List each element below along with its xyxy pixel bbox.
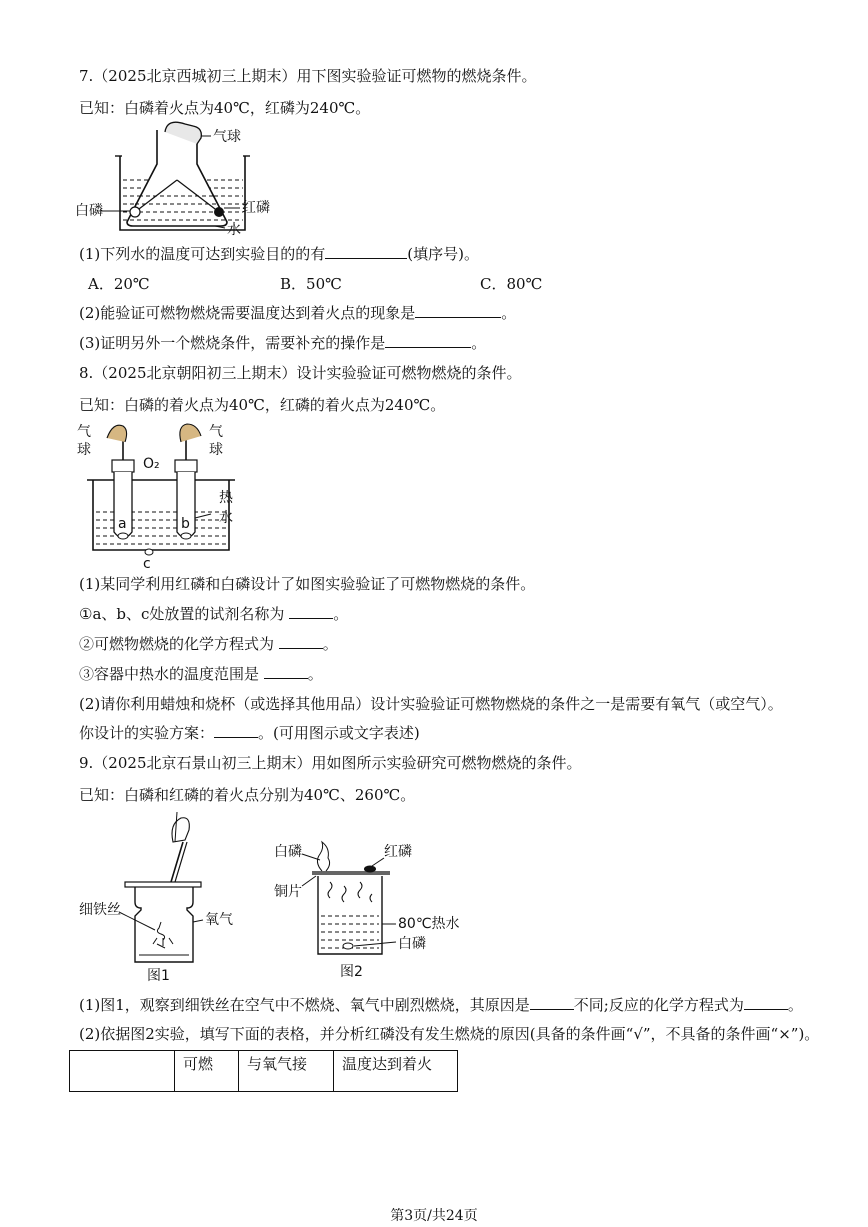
q8-sub1: (1)某同学利用红磷和白磷设计了如图实验验证了可燃物燃烧的条件。 — [79, 575, 536, 593]
q7-sub1-tail: (填序号)。 — [407, 245, 479, 263]
q7-known: 已知：白磷着火点为40℃，红磷为240℃。 — [79, 99, 371, 117]
q7-balloon-label: 气球 — [213, 129, 241, 145]
q8-item3-text: ③容器中热水的温度范围是 — [79, 665, 260, 683]
q8-known: 已知：白磷的着火点为40℃，红磷的着火点为240℃。 — [79, 396, 446, 414]
q8-plan — [79, 723, 420, 743]
q9-known: 已知：白磷和红磷的着火点分别为40℃、260℃。 — [79, 786, 416, 804]
q8-label-c: c — [143, 556, 151, 572]
q9-sub1-tail: 。 — [787, 996, 803, 1014]
table-header-cell: 温度达到着火 — [334, 1051, 458, 1092]
q8-balloon-right-2: 球 — [209, 442, 223, 458]
q9-fig2-red-p-label: 红磷 — [384, 844, 412, 860]
q7-sub2-text: (2)能验证可燃物燃烧需要温度达到着火点的现象是 — [79, 304, 416, 322]
q9-figure-2 — [272, 838, 462, 988]
q7-sub2 — [79, 303, 516, 323]
q8-balloon-left-1: 气 — [77, 424, 91, 440]
q7-title: 7.（2025北京西城初三上期末）用下图实验验证可燃物的燃烧条件。 — [79, 67, 537, 85]
table-row — [70, 1051, 458, 1092]
table-header-cell: 可燃 — [175, 1051, 239, 1092]
q9-figure-1 — [77, 812, 237, 987]
q7-sub1-text: (1)下列水的温度可达到实验目的的有 — [79, 245, 326, 263]
table-header-cell — [70, 1051, 175, 1092]
q9-iron-label: 细铁丝 — [79, 902, 121, 918]
q9-sub1-blank-2[interactable] — [744, 995, 788, 1010]
q7-sub3-blank[interactable] — [385, 333, 471, 348]
q8-o2-label: O₂ — [143, 456, 160, 472]
q9-oxygen-label: 氧气 — [205, 912, 233, 928]
table-header-cell: 与氧气接 — [239, 1051, 334, 1092]
q9-fig2-caption: 图2 — [340, 964, 363, 980]
q9-sub1-text: (1)图1，观察到细铁丝在空气中不燃烧、氧气中剧烈燃烧，其原因是 — [79, 996, 530, 1014]
q8-plan-tail: 。(可用图示或文字表述) — [258, 724, 420, 742]
q8-label-a: a — [118, 516, 127, 532]
q8-figure — [77, 420, 247, 570]
q8-balloon-right-1: 气 — [209, 424, 223, 440]
q8-item3-blank[interactable] — [264, 664, 308, 679]
q7-sub1 — [79, 244, 479, 264]
q7-option-c: C．80℃ — [480, 275, 543, 293]
q8-plan-blank[interactable] — [214, 723, 258, 738]
q7-water-label: 水 — [227, 222, 241, 238]
q9-fig1-caption: 图1 — [147, 968, 170, 984]
q8-label-b: b — [181, 516, 190, 532]
q8-item3-tail: 。 — [307, 665, 323, 683]
q8-hot-water-2: 水 — [219, 510, 233, 526]
q7-sub3-tail: 。 — [471, 334, 487, 352]
q8-item1-blank[interactable] — [289, 604, 333, 619]
q7-figure — [75, 122, 275, 242]
q7-white-p-label: 白磷 — [75, 203, 103, 219]
q8-plan-text: 你设计的实验方案： — [79, 724, 215, 742]
q7-option-b: B．50℃ — [280, 275, 342, 293]
q9-fig2-white-p-label: 白磷 — [274, 844, 302, 860]
q7-sub1-blank[interactable] — [325, 244, 407, 259]
q9-title: 9.（2025北京石景山初三上期末）用如图所示实验研究可燃物燃烧的条件。 — [79, 754, 582, 772]
q9-fig2-hot-water-label: 80℃热水 — [398, 916, 460, 932]
q9-sub1 — [79, 995, 803, 1015]
q9-fig2-white-p2-label: 白磷 — [398, 936, 426, 952]
q8-item1-text: ①a、b、c处放置的试剂名称为 — [79, 605, 285, 623]
q9-fig2-copper-label: 铜片 — [274, 884, 302, 900]
q8-item3 — [79, 664, 323, 684]
q9-sub2: (2)依据图2实验，填写下面的表格，并分析红磷没有发生燃烧的原因(具备的条件画“√”，不具备的条件画“×”)。 — [79, 1025, 820, 1043]
q9-sub1-mid: 不同;反应的化学方程式为 — [573, 996, 744, 1014]
q7-sub3-text: (3)证明另外一个燃烧条件，需要补充的操作是 — [79, 334, 386, 352]
q8-item2-tail: 。 — [322, 635, 338, 653]
q8-item1-tail: 。 — [333, 605, 349, 623]
page-footer: 第3页/共24页 — [390, 1208, 478, 1224]
q7-sub3 — [79, 333, 486, 353]
q9-conditions-table — [69, 1050, 458, 1092]
q8-hot-water-1: 热 — [219, 490, 233, 506]
q8-item2-blank[interactable] — [279, 634, 323, 649]
q8-item1 — [79, 604, 348, 624]
q7-option-a: A．20℃ — [88, 275, 150, 293]
q8-sub2: (2)请你利用蜡烛和烧杯（或选择其他用品）设计实验验证可燃物燃烧的条件之一是需要有氧气（或空气）。 — [79, 695, 783, 713]
q7-sub2-blank[interactable] — [415, 303, 501, 318]
q8-item2-text: ②可燃物燃烧的化学方程式为 — [79, 635, 275, 653]
q7-sub2-tail: 。 — [501, 304, 517, 322]
q8-balloon-left-2: 球 — [77, 442, 91, 458]
q8-item2 — [79, 634, 338, 654]
q7-red-p-label: 红磷 — [242, 200, 270, 216]
q8-title: 8.（2025北京朝阳初三上期末）设计实验验证可燃物燃烧的条件。 — [79, 364, 522, 382]
q9-sub1-blank-1[interactable] — [530, 995, 574, 1010]
